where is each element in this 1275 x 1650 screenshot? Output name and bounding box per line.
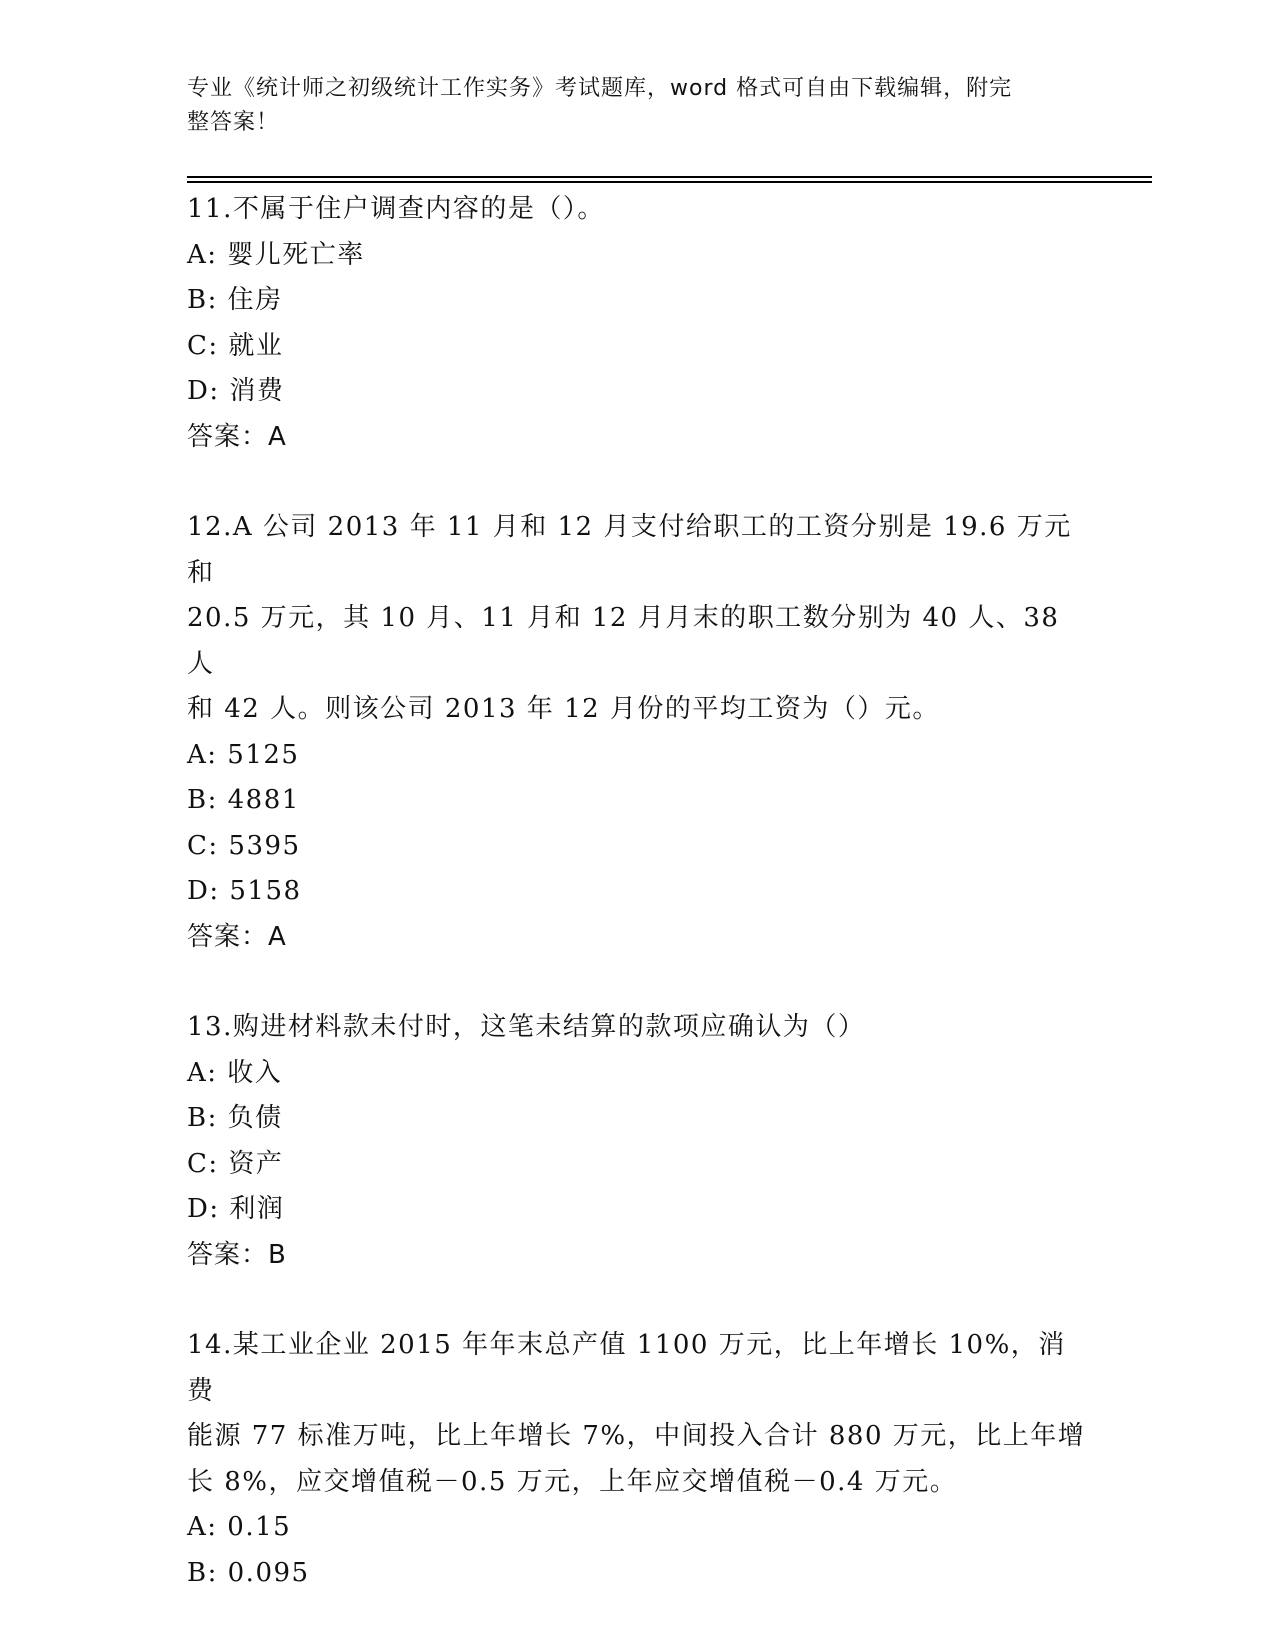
question-stem-line-2: 20.5 万元，其 10 月、11 月和 12 月月末的职工数分别为 40 人、38 人 [187, 603, 1060, 679]
question-14 [187, 1323, 1087, 1596]
header-line-1: 专业《统计师之初级统计工作实务》考试题库，word 格式可自由下载编辑，附完 [187, 76, 1013, 101]
header-divider-bottom [187, 181, 1152, 183]
question-stem-line-1: 12.A 公司 2013 年 11 月和 12 月支付给职工的工资分别是 19.6 万元和 [187, 512, 1072, 588]
question-list [187, 187, 1087, 1596]
header-divider-top [187, 176, 1152, 178]
option-c: C: 5395 [187, 830, 301, 861]
question-12 [187, 505, 1087, 960]
spacer [187, 1278, 1087, 1323]
spacer [187, 460, 1087, 505]
question-stem-line-3: 和 42 人。则该公司 2013 年 12 月份的平均工资为（）元。 [187, 694, 940, 724]
option-a: A: 0.15 [187, 1512, 292, 1542]
question-stem: 13.购进材料款未付时，这笔未结算的款项应确认为（） [187, 1012, 866, 1042]
option-c: C: 资产 [187, 1148, 284, 1179]
header-line-2: 整答案！ [187, 110, 280, 135]
option-b: B: 负债 [187, 1103, 283, 1133]
option-a: A: 收入 [187, 1057, 283, 1088]
spacer [187, 960, 1087, 1005]
option-b: B: 4881 [187, 785, 300, 815]
question-stem-line-3: 长 8%，应交增值税－0.5 万元，上年应交增值税－0.4 万元。 [187, 1466, 958, 1497]
option-a: A: 婴儿死亡率 [187, 239, 365, 270]
question-13 [187, 1005, 1087, 1278]
document-header [187, 72, 1067, 140]
question-11 [187, 187, 1087, 460]
option-d: D: 5158 [187, 876, 302, 906]
option-a: A: 5125 [187, 739, 300, 770]
option-c: C: 就业 [187, 330, 284, 361]
option-d: D: 利润 [187, 1194, 285, 1224]
option-b: B: 0.095 [187, 1557, 310, 1588]
option-b: B: 住房 [187, 285, 283, 315]
question-stem: 11.不属于住户调查内容的是（）。 [187, 194, 605, 224]
option-d: D: 消费 [187, 376, 285, 406]
answer-line: 答案：A [187, 421, 287, 452]
answer-line: 答案：A [187, 921, 287, 952]
question-stem-line-1: 14.某工业企业 2015 年年末总产值 1100 万元，比上年增长 10%，消费 [187, 1330, 1066, 1406]
question-stem-line-2: 能源 77 标准万吨，比上年增长 7%，中间投入合计 880 万元，比上年增 [187, 1421, 1086, 1451]
answer-line: 答案：B [187, 1239, 287, 1270]
